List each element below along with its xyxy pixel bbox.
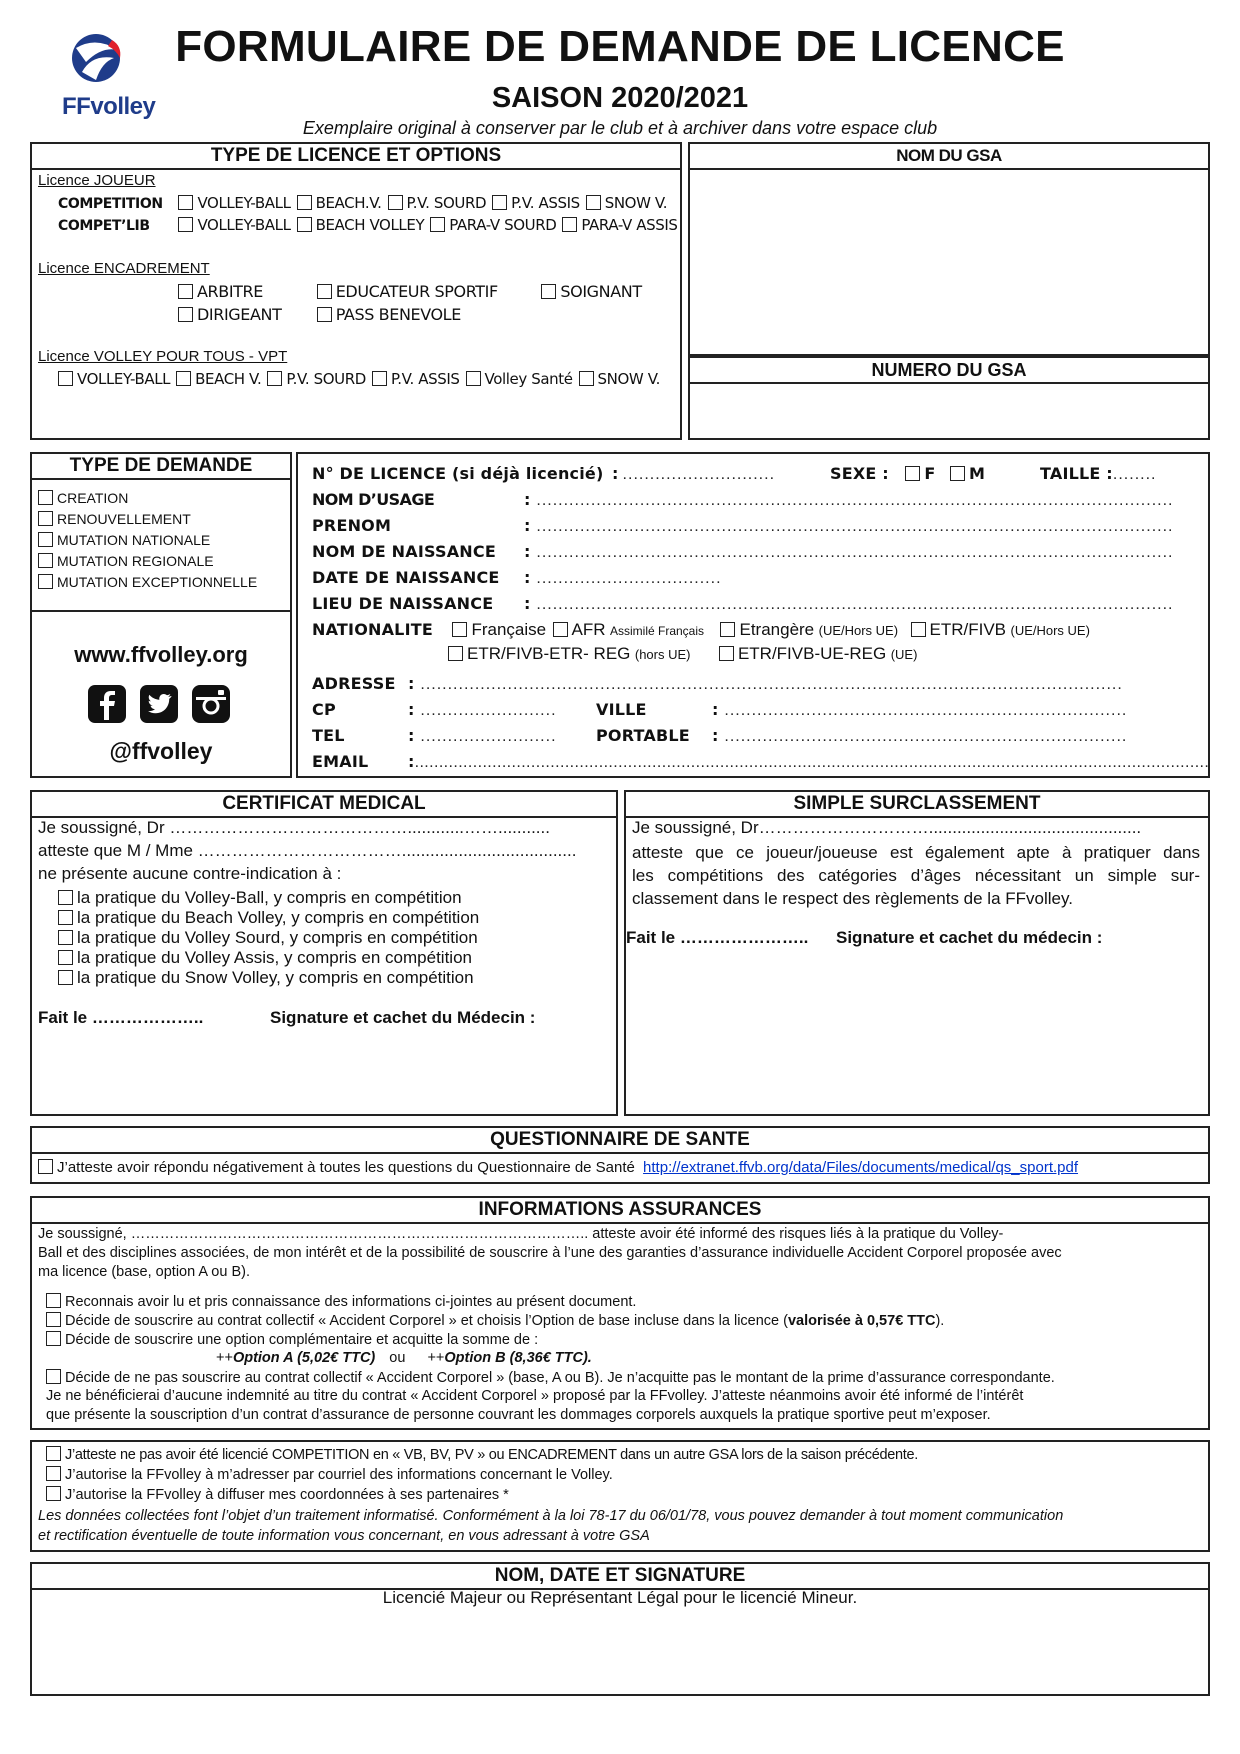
certificat-items — [58, 888, 485, 988]
tel-label: TEL — [312, 726, 345, 745]
certificat-fait-le: Fait le ……………….. — [38, 1008, 204, 1027]
competlib-option-label: PARA-V SOURD — [449, 216, 557, 234]
nom-usage-row: NOM D’USAGE : ..................................................................................................................... — [312, 490, 1174, 509]
nom-naissance-field[interactable]: ..................................................................................................................... — [536, 544, 1174, 561]
licence-number-field[interactable]: ............................ — [622, 466, 776, 483]
licence-number-row: N° DE LICENCE (si déjà licencié) : ............................ — [312, 464, 776, 483]
adresse-field[interactable]: ................................................................................................................................. — [420, 676, 1123, 693]
type-licence-section — [30, 142, 682, 440]
certificat-signature: Signature et cachet du Médecin : — [270, 1008, 536, 1027]
assurance-opt-4: Décide de ne pas souscrire au contrat collectif « Accident Corporel » (base, A ou B). Je n’acquitte pas le montant de la prime d’assurance correspondante. — [46, 1369, 1055, 1386]
vpt-option[interactable] — [466, 370, 573, 388]
signature-subtitle: Licencié Majeur ou Représentant Légal pour le licencié Mineur. — [382, 1588, 858, 1607]
vpt-option-checkbox[interactable] — [267, 371, 282, 386]
vpt-option-checkbox[interactable] — [58, 371, 73, 386]
twitter-icon[interactable] — [139, 684, 179, 724]
numero-gsa-field[interactable] — [690, 384, 1208, 438]
prenom-row: PRENOM : ..................................................................................................................... — [312, 516, 1174, 535]
competition-option-label: SNOW V. — [604, 194, 668, 212]
surclassement-line-1: Je soussigné, Dr…………………………............................................. — [632, 818, 1142, 837]
vpt-option-label: Volley Santé — [484, 370, 573, 388]
encadrement-option[interactable]: SOIGNANT — [541, 282, 641, 301]
type-demande-option-label: CREATION — [57, 490, 129, 506]
questionnaire-link[interactable]: http://extranet.ffvb.org/data/Files/documents/medical/qs_sport.pdf — [643, 1159, 1079, 1176]
vpt-option[interactable] — [176, 370, 261, 388]
competlib-label: COMPET’LIB — [58, 218, 150, 234]
type-demande-divider — [32, 610, 290, 612]
certificat-line-2: atteste que M / Mme ………………………………..................................... — [38, 841, 577, 860]
type-demande-header: TYPE DE DEMANDE — [32, 454, 290, 480]
questionnaire-row — [38, 1159, 1078, 1176]
type-demande-option-label: MUTATION NATIONALE — [57, 532, 211, 548]
competlib-option[interactable] — [430, 216, 556, 234]
type-demande-option[interactable] — [38, 511, 191, 527]
type-demande-option-checkbox[interactable] — [38, 511, 53, 526]
surclassement-paragraph: atteste que ce joueur/joueuse est également apte à pratiquer dans les compétitions des catégories d’âges nécessitant un simple sur- classement dans le respect des règlements de la FFvolley. — [632, 843, 1200, 908]
signature-section — [30, 1562, 1210, 1696]
nom-usage-field[interactable]: ..................................................................................................................... — [536, 492, 1174, 509]
assurance-options-ab: ++Option A (5,02€ TTC) ou ++Option B (8,36€ TTC). — [216, 1350, 592, 1366]
vpt-option-checkbox[interactable] — [466, 371, 481, 386]
type-demande-option-label: RENOUVELLEMENT — [57, 511, 191, 527]
competition-option-checkbox[interactable] — [178, 195, 193, 210]
competlib-option-label: VOLLEY-BALL — [197, 216, 291, 234]
vpt-option-checkbox[interactable] — [372, 371, 387, 386]
rgpd-line-1: Les données collectées font l’objet d’un traitement informatisé. Conformément à la loi 78-17 du 06/01/78, vous pouvez demander à tout moment communication — [38, 1508, 1064, 1524]
sexe-row — [830, 464, 985, 484]
social-handle: @ffvolley — [109, 738, 213, 764]
nom-usage-label: NOM D’USAGE — [312, 490, 435, 509]
sexe-m-label: M — [968, 464, 986, 483]
competition-option-label: P.V. ASSIS — [511, 194, 580, 212]
vpt-options — [58, 370, 666, 388]
certificat-item[interactable] — [58, 968, 474, 987]
certificat-line-3: ne présente aucune contre-indication à : — [38, 864, 342, 883]
certificat-item-label: la pratique du Snow Volley, y compris en compétition — [77, 968, 474, 987]
questionnaire-checkbox[interactable] — [38, 1159, 53, 1174]
nom-gsa-section — [688, 142, 1210, 356]
competition-option[interactable] — [297, 194, 382, 212]
certificat-item-checkbox[interactable] — [58, 890, 73, 905]
competlib-option-checkbox[interactable] — [562, 217, 577, 232]
portable-label: PORTABLE — [596, 726, 690, 745]
certificat-section — [30, 790, 618, 1116]
nationalite-label: NATIONALITE — [312, 620, 433, 639]
attestation-2: J’autorise la FFvolley à m’adresser par courriel des informations concernant le Volley. — [46, 1466, 613, 1483]
competlib-options — [178, 216, 683, 234]
season-title: SAISON 2020/2021 — [491, 82, 749, 114]
nat-francaise[interactable]: Française — [452, 622, 546, 639]
identite-section — [296, 452, 1210, 778]
option-a[interactable]: ++Option A (5,02€ TTC) — [216, 1350, 376, 1366]
email-row: EMAIL :.................................................................................................................................................................... — [312, 752, 1210, 771]
taille-field[interactable]: ........ — [1112, 466, 1157, 483]
numero-gsa-header: NUMERO DU GSA — [690, 358, 1208, 384]
competlib-option[interactable] — [297, 216, 425, 234]
type-licence-header: TYPE DE LICENCE ET OPTIONS — [32, 144, 680, 170]
competition-row — [58, 194, 673, 213]
vpt-option[interactable] — [267, 370, 366, 388]
taille-label: TAILLE : — [1040, 464, 1113, 483]
vpt-option[interactable] — [372, 370, 460, 388]
option-b[interactable]: ++Option B (8,36€ TTC). — [427, 1350, 592, 1366]
website-link[interactable]: www.ffvolley.org — [74, 642, 248, 667]
certificat-item-label: la pratique du Volley-Ball, y compris en compétition — [77, 888, 462, 907]
questionnaire-text: J’atteste avoir répondu négativement à toutes les questions du Questionnaire de Santé — [57, 1159, 635, 1176]
assurance-opt-4-line-2: Je ne bénéficierai d’aucune indemnité au titre du contrat « Accident Corporel » proposé par la FFvolley. J’atteste néanmoins avoir été informé de l’intérêt — [46, 1388, 1024, 1404]
competition-option[interactable] — [586, 194, 667, 212]
encadrement-option[interactable]: ARBITRE — [178, 282, 312, 301]
ville-label: VILLE — [596, 700, 647, 719]
encadrement-row-1 — [178, 282, 642, 301]
signature-field[interactable] — [32, 1610, 1208, 1694]
sexe-label: SEXE : — [830, 464, 889, 483]
tel-field[interactable]: ......................... — [420, 728, 557, 745]
encadrement-row-2 — [178, 305, 461, 324]
assurance-opt-2: Décide de souscrire au contrat collectif « Accident Corporel » et choisis l’Option de base incluse dans la licence (valorisée à 0,57€ TTC). — [46, 1312, 944, 1329]
vpt-option-label: P.V. ASSIS — [390, 370, 460, 388]
questionnaire-section — [30, 1126, 1210, 1184]
nat-afr[interactable]: AFR Assimilé Français — [551, 622, 704, 639]
competition-option-checkbox[interactable] — [297, 195, 312, 210]
vpt-option-label: BEACH V. — [195, 370, 262, 388]
email-field[interactable]: .................................................................................................................................................................... — [414, 754, 1210, 771]
competlib-option[interactable] — [562, 216, 677, 234]
email-label: EMAIL — [312, 752, 369, 771]
ville-row: VILLE : .......................................................................... — [596, 700, 1128, 719]
competition-option-label: BEACH.V. — [315, 194, 382, 212]
nom-gsa-header: NOM DU GSA — [690, 144, 1208, 170]
volleyball-logo-icon — [62, 28, 142, 90]
attestation-1: J’atteste ne pas avoir été licencié COMPETITION en « VB, BV, PV » ou ENCADREMENT dans un autre GSA lors de la saison précédente. — [46, 1446, 918, 1463]
certificat-header: CERTIFICAT MEDICAL — [32, 792, 616, 818]
encadrement-option[interactable]: PASS BENEVOLE — [317, 305, 461, 324]
sexe-m-checkbox[interactable] — [950, 466, 965, 481]
competlib-option-label: PARA-V ASSIS — [581, 216, 678, 234]
vpt-option[interactable] — [579, 370, 660, 388]
prenom-field[interactable]: ..................................................................................................................... — [536, 518, 1174, 535]
nationalite-row-1 — [312, 620, 1090, 640]
cp-field[interactable]: ......................... — [420, 702, 557, 719]
certificat-item[interactable] — [58, 928, 478, 947]
competlib-option-checkbox[interactable] — [178, 217, 193, 232]
certificat-item-checkbox[interactable] — [58, 930, 73, 945]
type-demande-option-checkbox[interactable] — [38, 490, 53, 505]
certificat-item[interactable] — [58, 888, 462, 907]
vpt-option-label: P.V. SOURD — [286, 370, 366, 388]
date-naissance-label: DATE DE NAISSANCE — [312, 568, 500, 587]
type-demande-option-label: MUTATION EXCEPTIONNELLE — [57, 574, 258, 590]
portable-field[interactable]: .......................................................................... — [724, 728, 1128, 745]
competition-option[interactable] — [178, 194, 290, 212]
assurance-opt-3: Décide de souscrire une option complémentaire et acquitte la somme de : — [46, 1331, 538, 1348]
licence-encadrement-label: Licence ENCADREMENT — [38, 260, 210, 277]
nom-gsa-field[interactable] — [690, 170, 1208, 354]
signature-header: NOM, DATE ET SIGNATURE — [32, 1564, 1208, 1590]
nat-etr-fivb[interactable]: ETR/FIVB (UE/Hors UE) — [911, 622, 1090, 639]
tel-row: TEL : ......................... — [312, 726, 557, 745]
assurance-opt-4-line-3: que présente la souscription d’un contrat d’assurance de personne couvrant les dommages corporels auxquels la pratique sportive peut m’exposer. — [46, 1407, 991, 1423]
date-naissance-field[interactable]: .................................. — [536, 570, 722, 587]
competlib-row — [58, 216, 683, 235]
type-demande-option-checkbox[interactable] — [38, 574, 53, 589]
attestation-3: J’autorise la FFvolley à diffuser mes coordonnées à ses partenaires * — [46, 1486, 509, 1503]
surclassement-signature: Signature et cachet du médecin : — [836, 928, 1103, 947]
type-demande-option-checkbox[interactable] — [38, 532, 53, 547]
competition-label: COMPETITION — [58, 196, 163, 212]
type-demande-option-checkbox[interactable] — [38, 553, 53, 568]
certificat-line-1: Je soussigné, Dr ……………………………………............……........... — [38, 818, 550, 837]
competition-option[interactable] — [388, 194, 487, 212]
vpt-option-checkbox[interactable] — [579, 371, 594, 386]
certificat-item[interactable] — [58, 948, 472, 967]
competition-option-checkbox[interactable] — [586, 195, 601, 210]
type-demande-option[interactable] — [38, 553, 214, 569]
page-subtitle: Exemplaire original à conserver par le club et à archiver dans votre espace club — [302, 118, 938, 138]
assurance-section — [30, 1196, 1210, 1430]
competition-option[interactable] — [492, 194, 580, 212]
nat-etrangere[interactable]: Etrangère (UE/Hors UE) — [720, 622, 898, 639]
competition-option-label: VOLLEY-BALL — [197, 194, 291, 212]
type-demande-option[interactable] — [38, 574, 257, 590]
type-demande-section — [30, 452, 292, 778]
cp-label: CP — [312, 700, 336, 719]
type-demande-options — [38, 490, 263, 595]
certificat-item-label: la pratique du Beach Volley, y compris en compétition — [77, 908, 480, 927]
licence-number-label: N° DE LICENCE (si déjà licencié) — [312, 464, 604, 483]
type-demande-option[interactable] — [38, 532, 210, 548]
licence-joueur-label: Licence JOUEUR — [38, 172, 156, 189]
type-demande-option-label: MUTATION REGIONALE — [57, 553, 214, 569]
competlib-option[interactable] — [178, 216, 290, 234]
date-naissance-row: DATE DE NAISSANCE : .................................. — [312, 568, 722, 587]
nom-naissance-label: NOM DE NAISSANCE — [312, 542, 496, 561]
competlib-option-label: BEACH VOLLEY — [315, 216, 425, 234]
licence-vpt-label: Licence VOLLEY POUR TOUS - VPT — [38, 348, 288, 365]
questionnaire-header: QUESTIONNAIRE DE SANTE — [32, 1128, 1208, 1154]
assurance-opt-1: Reconnais avoir lu et pris connaissance des informations ci-jointes au présent document. — [46, 1293, 636, 1310]
assurance-header: INFORMATIONS ASSURANCES — [32, 1198, 1208, 1224]
certificat-item-checkbox[interactable] — [58, 970, 73, 985]
ffvolley-brand: FFvolley — [62, 93, 156, 120]
adresse-label: ADRESSE — [312, 674, 396, 693]
assurance-intro: Je soussigné, ………………………………………………………………………………….. atteste avoir été informé des risques liés à la pratique du Volley- Ball et des disciplines associées, de mon intérêt et de la possibilité de souscrire à l’une des garanties d’assurance individuelle Accident Corporel proposée avec ma licence (base, option A ou B). — [38, 1226, 1062, 1280]
vpt-option-label: SNOW V. — [597, 370, 660, 388]
nat-ue-reg[interactable]: ETR/FIVB-UE-REG (UE) — [719, 646, 917, 663]
rgpd-line-2: et rectification éventuelle de toute information vous concernant, en vous adressant à votre GSA — [38, 1528, 650, 1544]
certificat-item-label: la pratique du Volley Assis, y compris en compétition — [77, 948, 472, 967]
type-demande-option[interactable] — [38, 490, 128, 506]
lieu-naissance-label: LIEU DE NAISSANCE — [312, 594, 494, 613]
certificat-item-label: la pratique du Volley Sourd, y compris en compétition — [77, 928, 478, 947]
competition-option-checkbox[interactable] — [492, 195, 507, 210]
social-icons — [87, 684, 247, 724]
certificat-item-checkbox[interactable] — [58, 950, 73, 965]
encadrement-option[interactable]: DIRIGEANT — [178, 305, 312, 324]
cp-row: CP : ......................... — [312, 700, 557, 719]
encadrement-option[interactable]: EDUCATEUR SPORTIF — [317, 282, 537, 301]
numero-gsa-section — [688, 356, 1210, 440]
portable-row: PORTABLE : .......................................................................... — [596, 726, 1128, 745]
surclassement-header: SIMPLE SURCLASSEMENT — [626, 792, 1208, 818]
attestations-section — [30, 1440, 1210, 1552]
vpt-option-label: VOLLEY-BALL — [77, 370, 171, 388]
surclassement-section — [624, 790, 1210, 1116]
taille-row — [1040, 464, 1156, 484]
vpt-option-checkbox[interactable] — [176, 371, 191, 386]
competition-option-checkbox[interactable] — [388, 195, 403, 210]
prenom-label: PRENOM — [312, 516, 392, 535]
lieu-naissance-field[interactable]: ..................................................................................................................... — [536, 596, 1174, 613]
competlib-option-checkbox[interactable] — [430, 217, 445, 232]
certificat-item-checkbox[interactable] — [58, 910, 73, 925]
sexe-f-label: F — [924, 464, 936, 483]
nationalite-row-2 — [448, 644, 917, 664]
competition-options — [178, 194, 673, 212]
ville-field[interactable]: .......................................................................... — [724, 702, 1128, 719]
lieu-naissance-row: LIEU DE NAISSANCE : ..................................................................................................................... — [312, 594, 1174, 613]
certificat-item[interactable] — [58, 908, 479, 927]
ffvolley-logo — [62, 28, 156, 123]
facebook-icon[interactable] — [87, 684, 127, 724]
competlib-option-checkbox[interactable] — [297, 217, 312, 232]
vpt-option[interactable] — [58, 370, 170, 388]
adresse-row: ADRESSE : ................................................................................................................................. — [312, 674, 1123, 693]
nat-etr-reg[interactable]: ETR/FIVB-ETR- REG (hors UE) — [448, 646, 690, 663]
instagram-icon[interactable] — [191, 684, 231, 724]
page-title: FORMULAIRE DE DEMANDE DE LICENCE — [175, 22, 1065, 71]
nom-naissance-row: NOM DE NAISSANCE : ..................................................................................................................... — [312, 542, 1174, 561]
sexe-f-checkbox[interactable] — [905, 466, 920, 481]
competition-option-label: P.V. SOURD — [406, 194, 487, 212]
surclassement-fait-le: Fait le ………………….. — [626, 928, 809, 947]
